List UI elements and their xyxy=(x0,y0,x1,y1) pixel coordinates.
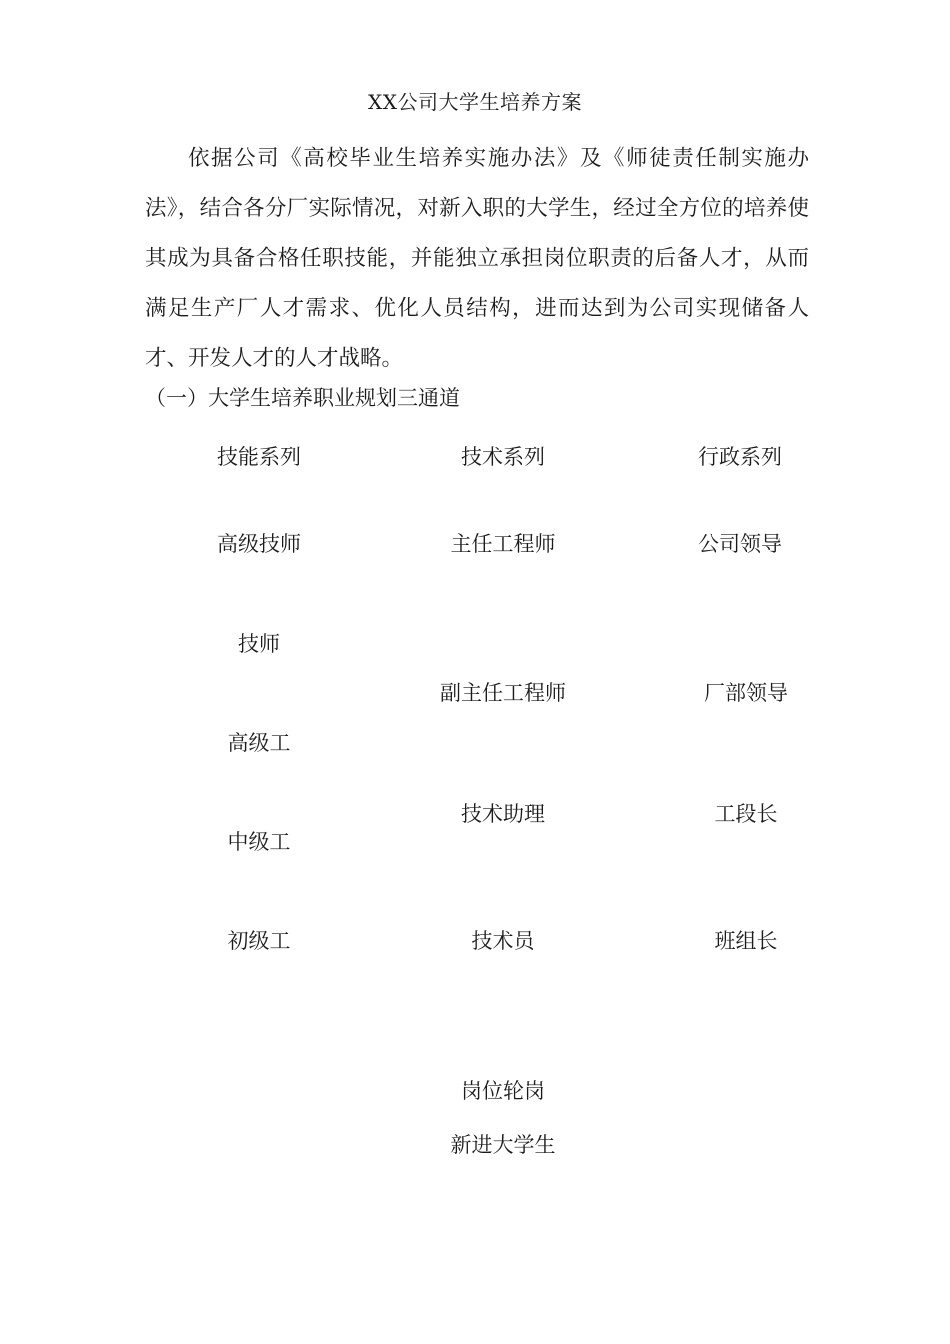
skill-level-senior-worker: 高级工 xyxy=(227,731,291,755)
technical-level-chief-engineer: 主任工程师 xyxy=(450,532,556,556)
technical-level-technician: 技术员 xyxy=(471,929,535,953)
skill-level-junior-worker: 初级工 xyxy=(227,929,291,953)
admin-level-section-chief: 工段长 xyxy=(714,802,778,826)
skill-level-technician: 技师 xyxy=(238,632,280,656)
admin-level-team-leader: 班组长 xyxy=(714,929,778,953)
technical-level-technical-assistant: 技术助理 xyxy=(461,802,545,826)
skill-level-senior-technician: 高级技师 xyxy=(217,532,301,556)
skill-series-header: 技能系列 xyxy=(217,445,301,469)
section-heading: （一）大学生培养职业规划三通道 xyxy=(145,386,460,410)
admin-level-company-leader: 公司领导 xyxy=(698,532,782,556)
intro-paragraph: 依据公司《高校毕业生培养实施办法》及《师徒责任制实施办法》，结合各分厂实际情况，对新入职的大学生，经过全方位的培养使其成为具备合格任职技能，并能独立承担岗位职责的后备人才，从而满足生产厂人才需求、优化人员结构，进而达到为公司实现储备人才、开发人才的人才战略。 xyxy=(145,146,809,371)
job-rotation-node: 岗位轮岗 xyxy=(461,1079,545,1103)
new-graduate-node: 新进大学生 xyxy=(450,1133,556,1157)
admin-series-header: 行政系列 xyxy=(698,445,782,469)
technical-level-deputy-chief-engineer: 副主任工程师 xyxy=(440,681,566,705)
skill-level-intermediate-worker: 中级工 xyxy=(227,830,291,854)
admin-level-factory-leader: 厂部领导 xyxy=(704,681,788,705)
technical-series-header: 技术系列 xyxy=(461,445,545,469)
document-title: XX公司大学生培养方案 xyxy=(368,90,582,114)
